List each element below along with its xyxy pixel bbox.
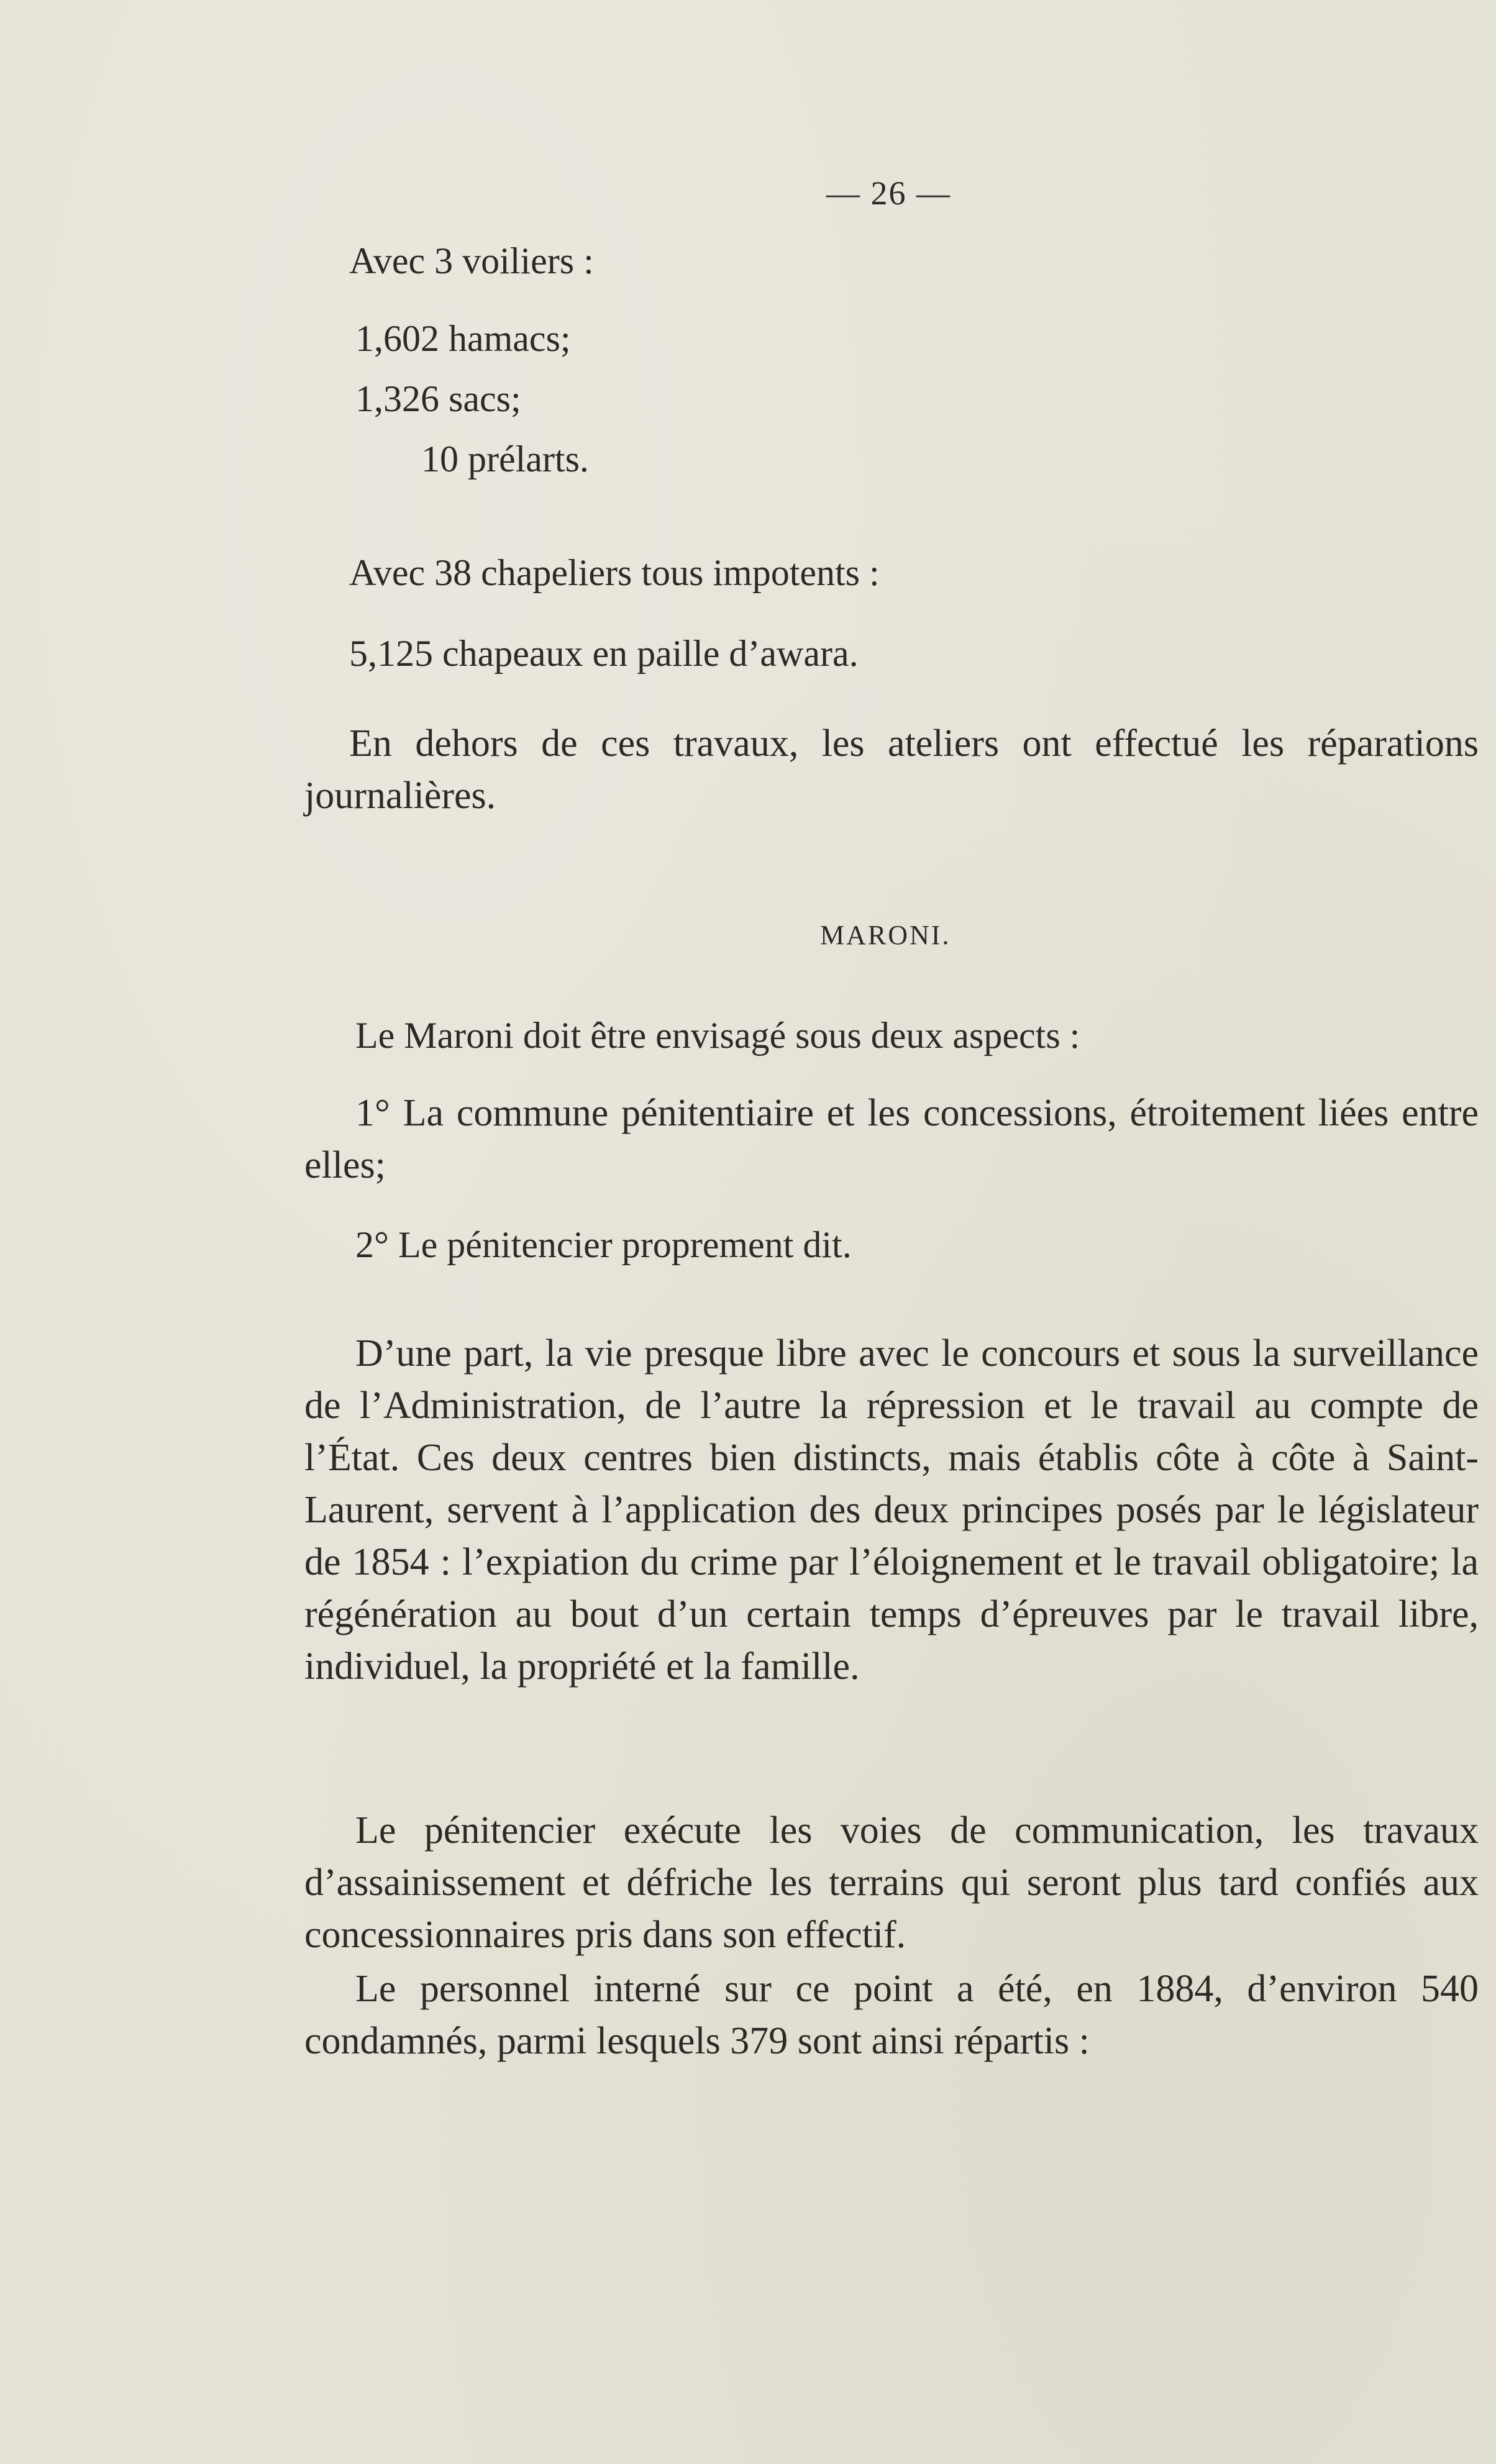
list-item: 10 prélarts. (421, 439, 589, 480)
aspect-item: 1° La commune pénitentiaire et les concessions, étroitement liées entre elles; (304, 1092, 1479, 1186)
paragraph-intro: Le Maroni doit être envisagé sous deux aspects : (355, 1015, 1080, 1056)
paragraph: Le personnel interné sur ce point a été, en 1884, d’environ 540 condamnés, parmi lesquels 379 sont ainsi répartis : (304, 1968, 1479, 2062)
section-heading: MARONI. (820, 920, 951, 950)
list-heading-chapeliers: Avec 38 chapeliers tous impotents : (349, 552, 880, 593)
paragraph: Le pénitencier exécute les voies de communication, les travaux d’assainissement et défriche les terrains qui seront plus tard confiés aux concessionnaires pris dans son effectif. (304, 1809, 1479, 1956)
page-number: — 26 — (826, 175, 951, 212)
list-item: 1,602 hamacs; (355, 318, 571, 359)
list-heading-voiliers: Avec 3 voiliers : (349, 240, 594, 281)
aspect-item: 2° Le pénitencier proprement dit. (355, 1224, 852, 1265)
list-item: 5,125 chapeaux en paille d’awara. (349, 633, 859, 674)
list-item: 1,326 sacs; (355, 378, 521, 419)
paragraph: D’une part, la vie presque libre avec le concours et sous la surveillance de l’Administration, de l’autre la répression et le travail au compte de l’État. Ces deux centres bien distincts, mais établis côte à côte à Saint-Laurent, servent à l’application des deux principes posés par le législateur de 1854 : l’expiation du crime par l’éloignement et le travail obligatoire; la régénération au bout d’un certain temps d’épreuves par le travail libre, individuel, la propriété et la famille. (304, 1332, 1479, 1688)
paragraph-repairs: En dehors de ces travaux, les ateliers ont effectué les réparations journalières. (304, 722, 1479, 817)
